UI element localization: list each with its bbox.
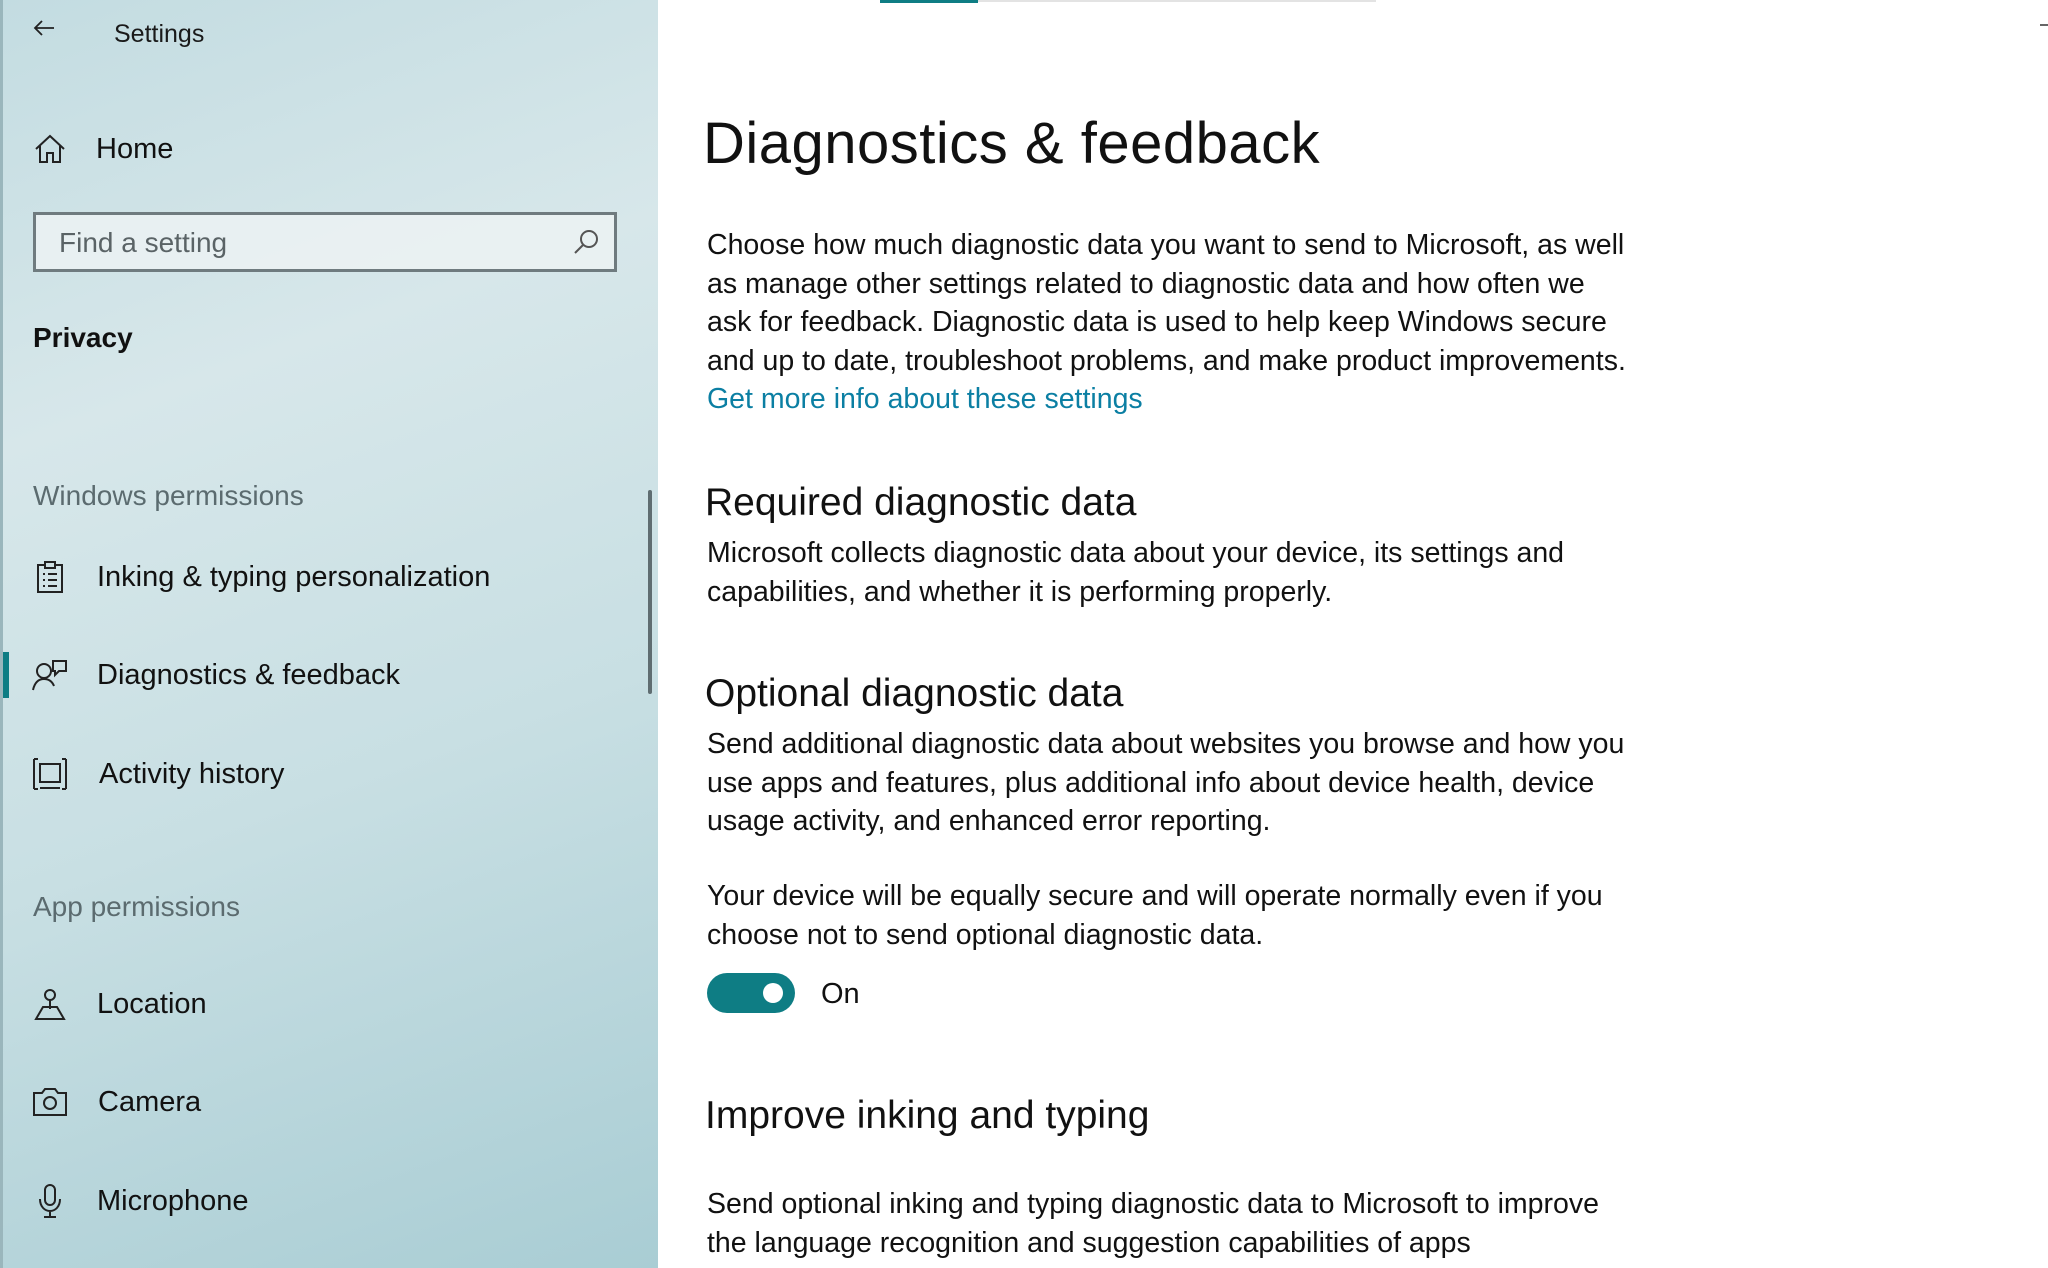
inking-heading: Improve inking and typing <box>705 1094 1150 1137</box>
optional-heading: Optional diagnostic data <box>705 672 1124 715</box>
required-text: Microsoft collects diagnostic data about your device, its settings and capabilities, and whether it is performing properly. <box>707 537 1565 608</box>
camera-icon <box>32 1084 68 1120</box>
title-bar <box>0 0 658 66</box>
sidebar-item-home[interactable] <box>0 114 658 184</box>
timeline-icon <box>32 756 68 792</box>
intro-paragraph <box>707 226 1627 419</box>
top-divider <box>978 0 1376 2</box>
optional-text: Send additional diagnostic data about websites you browse and how you use apps and features, plus additional info about device health, device usage activity, and enhanced error reporting. <box>707 728 1625 837</box>
location-icon <box>32 986 68 1022</box>
sidebar-item-label: Inking & typing personalization <box>97 560 491 593</box>
sidebar-scrollbar[interactable] <box>648 490 652 694</box>
sidebar-item-microphone[interactable] <box>0 1166 658 1236</box>
microphone-icon <box>32 1183 68 1219</box>
sidebar-item-label: Camera <box>98 1085 202 1118</box>
search-icon[interactable] <box>572 228 600 261</box>
top-tab-indicator <box>880 0 978 3</box>
search-input[interactable] <box>36 215 581 271</box>
main-content <box>658 0 2048 1268</box>
required-heading: Required diagnostic data <box>705 481 1137 524</box>
app-title: Settings <box>114 20 205 48</box>
sidebar-item-activity-history[interactable] <box>0 739 658 809</box>
sidebar-item-diagnostics-feedback[interactable] <box>0 640 658 710</box>
search-box[interactable] <box>33 212 617 272</box>
sidebar-item-label: Location <box>97 987 207 1020</box>
sidebar-item-label: Activity history <box>99 757 285 790</box>
sidebar-item-label: Home <box>96 132 174 165</box>
sidebar-item-location[interactable] <box>0 969 658 1039</box>
sidebar-item-camera[interactable] <box>0 1067 658 1137</box>
sidebar-item-label: Diagnostics & feedback <box>97 658 401 691</box>
feedback-icon <box>32 657 68 693</box>
back-arrow-icon <box>32 16 56 40</box>
clipboard-icon <box>32 559 68 595</box>
group-heading-windows-permissions: Windows permissions <box>33 480 304 511</box>
home-icon <box>32 131 68 167</box>
window-edge-mark <box>2040 24 2048 26</box>
toggle-state-label: On <box>821 978 860 1010</box>
optional-data-toggle[interactable] <box>707 973 795 1013</box>
optional-note: Your device will be equally secure and will operate normally even if you choose not to send optional diagnostic data. <box>707 880 1603 951</box>
section-heading-privacy: Privacy <box>33 322 133 353</box>
sidebar-item-inking-typing[interactable] <box>0 542 658 612</box>
more-info-link[interactable]: Get more info about these settings <box>707 383 1143 415</box>
inking-text: Send optional inking and typing diagnostic data to Microsoft to improve the language recognition and suggestion capabilities of apps <box>707 1188 1599 1259</box>
group-heading-app-permissions: App permissions <box>33 891 240 922</box>
toggle-knob <box>763 983 783 1003</box>
sidebar-item-label: Microphone <box>97 1184 249 1217</box>
intro-text: Choose how much diagnostic data you want to send to Microsoft, as well as manage other settings related to diagnostic data and how often we ask for feedback. Diagnostic data is used to help keep Windows secure and up to date, troubleshoot problems, and make product improvements. <box>707 229 1626 377</box>
sidebar <box>0 0 658 1268</box>
page-title: Diagnostics & feedback <box>703 111 1321 176</box>
back-button[interactable] <box>26 10 62 46</box>
